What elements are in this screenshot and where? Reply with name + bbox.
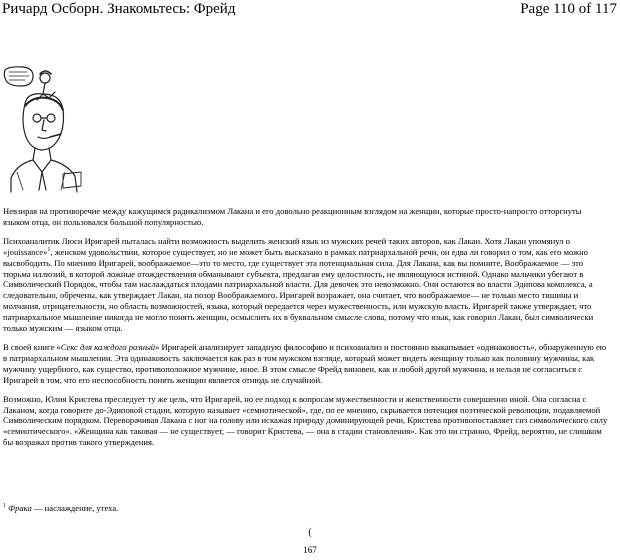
paragraph: Возможно, Юлия Кристева преследует ту же цель, что Иригарей, но ее подход к вопросам мужественности и женственности совершенно иной. Она согласна с Лаканом, когда говорите до-Эдиповой стадии, которую называет «семиотической», где, по ее мнению, скрывается потенция поэтической революции, подавляемой Символическим порядком. Переворачивая Лакана с ног на голову или искажая природу доминирующей речи, Кристева противопоставляет сиз символического силу «семиотического». «Женщина как таковая — не существует, — говорит Кристева, — она в стадии становления». Как это ни странно, Фрейд, вероятно, не слишком бы возражал против такого утверждения. (3, 393, 608, 448)
footnote-definition: — наслаждение, утеха. (31, 503, 119, 513)
article-body (3, 206, 609, 456)
page-header (0, 0, 620, 22)
paragraph: В своей книге «Секс для каждого разный» Иригарей анализирует западную философию и психоанализ и постоянно выкапывает «одинаковость», обнаруженную ею в патриархальном мышлении. Эта одинаковость заключается как раз в том мужском взгляде, который может видеть женщину только как половину мужчины, как мужчину ущербного, как существо, противоположное мужчине, иное. В этом смысле Фрейд виновен, как и любой другой мужчина, и нельзя не согласиться с Иригарей в том, что его неспособность понять женщин является отнюдь не случайной. (3, 341, 607, 385)
footnote-reference[interactable]: 1 (47, 246, 51, 253)
document-title: Ричард Осборн. Знакомьтесь: Фрейд (2, 1, 236, 17)
paragraph: Невзирая на противоречие между кажущимся радикализмом Лакана и его довольно реакционным взглядом на женщин, которые просто-напросто отторгнуты языком отца, он пользовался большой популярностью. (3, 206, 582, 227)
footnote (3, 503, 118, 513)
stray-parenthesis: ( (308, 527, 312, 538)
footnote-term: Фрака (8, 503, 32, 513)
caricature-icon (3, 64, 83, 194)
page-indicator: Page 110 of 117 (520, 1, 617, 17)
book-title: Секс для каждого разный (60, 341, 156, 352)
footnote-marker: 1 (3, 503, 6, 510)
page-number: 167 (303, 545, 317, 555)
paragraph: Психоаналитик Люси Иригарей пыталась найти возможность выделить женский язык из мужских речей таких авторов, как Лакан. Хотя Лакан упомянул о «jouissance»$^1$, женском удовольствии, которое существует, но не может быть высказано в рамках патриархальной речи, он едва ли говорил о том, как его можно высвободить. По мнению Иригарей, воображаемое—это то место, где существует эта потенциальная сила. Для Лакана, как вы помните, Воображаемое — это тюрьма иллюзий, в которой ложные отождествления обманывают субъекта, предлагая ему целостность, не являющуюся истиной. Однако мальчики убегают в Символический Порядок, чтобы там наслаждаться плодами патриархальной власти. Для девочек это невозможно. Они остаются во власти Эдипова комплекса, а следовательно, обречены, как утверждает Лакан, на позор Воображаемого. Иригарей возражает, она считает, что воображаемое— не только место тишины и молчания, отрицательности, но область возможностей, языка, который передается через мужественность, или мужскую власть. Иригарей также утверждает, что патриархальное мышление никогда не могло понять женщин, осмыслить их в буквальном смысле слова, потому что язык, как говорил Лакан, был символически только мужским — языком отца. (3, 235, 594, 334)
caricature-illustration (3, 64, 83, 194)
